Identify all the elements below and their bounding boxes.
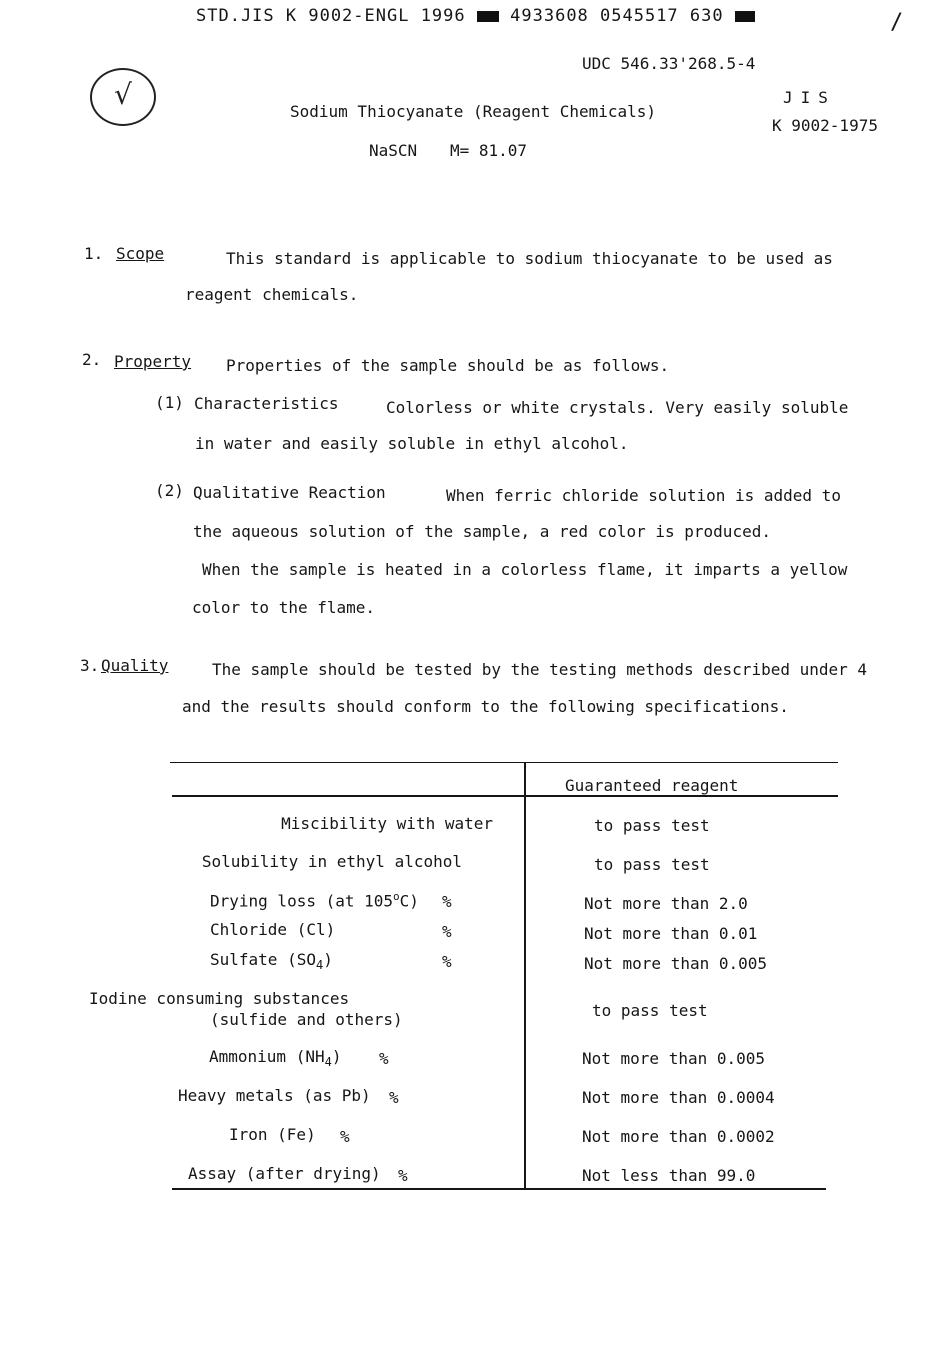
percent-unit: %: [442, 892, 452, 911]
item-number: (1): [155, 393, 184, 412]
slash-mark: /: [890, 10, 904, 35]
page-title: Sodium Thiocyanate (Reagent Chemicals): [290, 102, 657, 121]
table-row-item: Solubility in ethyl alcohol: [201, 852, 462, 871]
table-row-item: Chloride (Cl): [210, 920, 336, 939]
section-heading-property: Property: [114, 352, 192, 371]
characteristics-line1: Colorless or white crystals. Very easily soluble: [386, 398, 849, 417]
scope-text-line1: This standard is applicable to sodium thiocyanate to be used as: [226, 249, 833, 268]
table-row-item: Miscibility with water: [281, 814, 493, 833]
table-row-item: Heavy metals (as Pb): [178, 1086, 371, 1105]
table-row-spec: Not more than 0.0002: [582, 1127, 775, 1146]
scope-text-line2: reagent chemicals.: [185, 285, 359, 304]
item-title-characteristics: Characteristics: [194, 394, 339, 413]
jis-label: JIS: [783, 88, 836, 107]
qualitative-line4: color to the flame.: [192, 598, 376, 617]
barcode-number: 4933608 0545517 630: [510, 6, 724, 26]
item-title-qualitative-reaction: Qualitative Reaction: [193, 483, 386, 502]
table-row-item: Sulfate $(SO_4)$: [210, 950, 333, 973]
section-number: 1.: [84, 244, 104, 263]
redaction-block: [735, 11, 755, 22]
table-top-rule: [170, 762, 838, 763]
property-intro: Properties of the sample should be as follows.: [226, 356, 670, 375]
table-row-spec: Not more than 0.0004: [582, 1088, 775, 1107]
table-row-spec: Not more than 2.0: [584, 894, 748, 913]
table-row-spec: Not more than 0.005: [584, 954, 768, 973]
header-doc-code: [196, 6, 755, 26]
percent-unit: %: [442, 952, 452, 971]
table-row-item: Drying loss (at 105$^o$C): [210, 890, 419, 911]
quality-line1: The sample should be tested by the testing methods described under 4: [212, 660, 868, 679]
qualitative-line2: the aqueous solution of the sample, a red color is produced.: [193, 522, 771, 541]
chemical-formula: NaSCN: [369, 141, 418, 160]
section-heading-quality: Quality: [101, 656, 169, 675]
standard-number: K 9002-1975: [772, 116, 878, 135]
molar-mass: M= 81.07: [450, 141, 528, 160]
percent-unit: %: [389, 1088, 399, 1107]
section-number: 3.: [80, 656, 100, 675]
table-row-item: Ammonium $(NH_4)$: [209, 1047, 342, 1070]
table-row-item-cont: (sulfide and others): [210, 1010, 403, 1029]
table-row-spec: to pass test: [594, 816, 710, 835]
table-row-item: Iodine consuming substances: [89, 989, 350, 1008]
table-row-item: Assay (after drying): [188, 1164, 381, 1183]
table-row-spec: to pass test: [592, 1001, 708, 1020]
percent-unit: %: [442, 922, 452, 941]
jis-logo-seal: √: [90, 68, 156, 126]
quality-line2: and the results should conform to the following specifications.: [182, 697, 789, 716]
section-heading-scope: Scope: [116, 244, 165, 263]
table-row-spec: to pass test: [594, 855, 710, 874]
percent-unit: %: [340, 1127, 350, 1146]
percent-unit: %: [379, 1049, 389, 1068]
doc-code: STD.JIS K 9002-ENGL 1996: [196, 6, 466, 26]
table-row-spec: Not more than 0.005: [582, 1049, 766, 1068]
item-number: (2): [155, 481, 184, 500]
table-column-divider: [524, 762, 526, 1188]
section-number: 2.: [82, 350, 102, 369]
udc-code: UDC 546.33'268.5-4: [582, 54, 756, 73]
redaction-block: [477, 11, 499, 22]
percent-unit: %: [398, 1166, 408, 1185]
table-row-spec: Not less than 99.0: [582, 1166, 756, 1185]
table-row-item: Iron (Fe): [229, 1125, 316, 1144]
qualitative-line1: When ferric chloride solution is added to: [446, 486, 841, 505]
table-row-spec: Not more than 0.01: [584, 924, 758, 943]
characteristics-line2: in water and easily soluble in ethyl alcohol.: [195, 434, 629, 453]
column-header-guaranteed-reagent: Guaranteed reagent: [565, 776, 739, 795]
qualitative-line3: When the sample is heated in a colorless flame, it imparts a yellow: [202, 560, 848, 579]
table-bottom-rule: [172, 1188, 826, 1190]
table-header-rule: [172, 795, 838, 797]
